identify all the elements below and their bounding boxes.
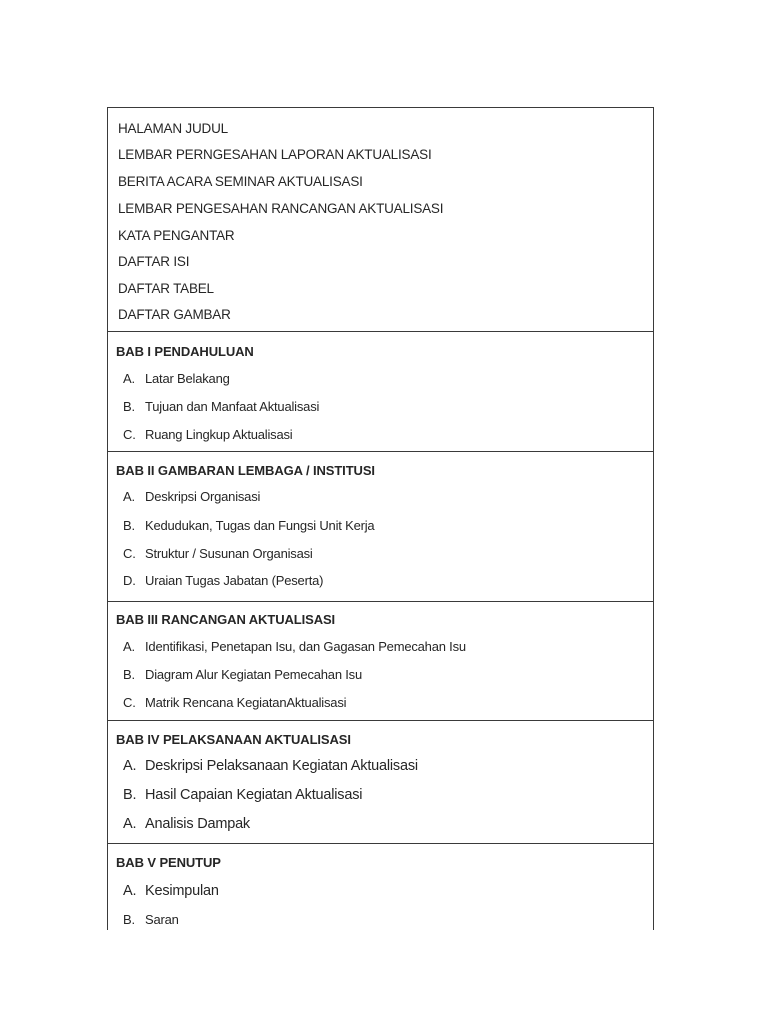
- item-text: Identifikasi, Penetapan Isu, dan Gagasan Pemecahan Isu: [145, 639, 466, 654]
- item-text: Analisis Dampak: [145, 816, 250, 832]
- item-marker: B.: [123, 912, 135, 927]
- chapter-item: [123, 912, 179, 927]
- chapter-item: [123, 399, 319, 414]
- item-text: Deskripsi Pelaksanaan Kegiatan Aktualisasi: [145, 758, 418, 774]
- chapter-heading: BAB III RANCANGAN AKTUALISASI: [116, 612, 336, 627]
- chapter-item: [123, 573, 323, 588]
- chapter-section: [108, 332, 653, 452]
- chapter-item: [123, 546, 313, 561]
- chapter-item: [123, 371, 230, 386]
- item-text: Kesimpulan: [145, 883, 219, 899]
- toc-entry: DAFTAR GAMBAR: [118, 307, 231, 322]
- item-text: Diagram Alur Kegiatan Pemecahan Isu: [145, 667, 363, 682]
- toc-entry: KATA PENGANTAR: [118, 228, 235, 243]
- item-text: Matrik Rencana KegiatanAktualisasi: [145, 695, 347, 710]
- item-marker: B.: [123, 667, 135, 682]
- item-marker: A.: [123, 758, 137, 774]
- item-marker: C.: [123, 695, 136, 710]
- front-matter-section: [108, 108, 653, 332]
- item-text: Ruang Lingkup Aktualisasi: [145, 427, 293, 442]
- chapter-item: [123, 427, 293, 442]
- item-marker: B.: [123, 787, 137, 803]
- item-marker: C.: [123, 546, 136, 561]
- item-marker: D.: [123, 573, 136, 588]
- chapter-item: [123, 518, 374, 533]
- chapter-section: [108, 452, 653, 602]
- item-marker: B.: [123, 399, 135, 414]
- chapter-item: [123, 787, 362, 803]
- item-text: Saran: [145, 912, 179, 927]
- chapter-heading: BAB I PENDAHULUAN: [116, 344, 254, 359]
- item-text: Struktur / Susunan Organisasi: [145, 546, 313, 561]
- item-text: Deskripsi Organisasi: [145, 489, 261, 504]
- item-text: Kedudukan, Tugas dan Fungsi Unit Kerja: [145, 518, 375, 533]
- item-text: Tujuan dan Manfaat Aktualisasi: [145, 399, 320, 414]
- chapter-section: [108, 844, 653, 931]
- chapter-heading: BAB II GAMBARAN LEMBAGA / INSTITUSI: [116, 463, 375, 478]
- table-of-contents: [107, 107, 654, 930]
- item-marker: A.: [123, 883, 137, 899]
- chapter-item: [123, 667, 362, 682]
- item-text: Hasil Capaian Kegiatan Aktualisasi: [145, 787, 363, 803]
- item-text: Latar Belakang: [145, 371, 230, 386]
- chapter-item: [123, 695, 346, 710]
- chapter-item: [123, 883, 219, 899]
- item-marker: A.: [123, 816, 137, 832]
- chapter-item: [123, 639, 466, 654]
- item-marker: C.: [123, 427, 136, 442]
- chapter-section: [108, 721, 653, 844]
- toc-entry: LEMBAR PERNGESAHAN LAPORAN AKTUALISASI: [118, 147, 432, 162]
- chapter-heading: BAB V PENUTUP: [116, 855, 221, 870]
- item-marker: A.: [123, 371, 135, 386]
- item-marker: A.: [123, 489, 135, 504]
- toc-entry: DAFTAR ISI: [118, 254, 190, 269]
- chapter-item: [123, 758, 418, 774]
- toc-entry: DAFTAR TABEL: [118, 281, 214, 296]
- item-marker: A.: [123, 639, 135, 654]
- item-text: Uraian Tugas Jabatan (Peserta): [145, 573, 324, 588]
- toc-entry: BERITA ACARA SEMINAR AKTUALISASI: [118, 174, 363, 189]
- toc-entry: HALAMAN JUDUL: [118, 121, 228, 136]
- toc-entry: LEMBAR PENGESAHAN RANCANGAN AKTUALISASI: [118, 201, 444, 216]
- chapter-item: [123, 489, 260, 504]
- chapter-section: [108, 602, 653, 721]
- chapter-item: [123, 816, 250, 832]
- item-marker: B.: [123, 518, 135, 533]
- chapter-heading: BAB IV PELAKSANAAN AKTUALISASI: [116, 732, 351, 747]
